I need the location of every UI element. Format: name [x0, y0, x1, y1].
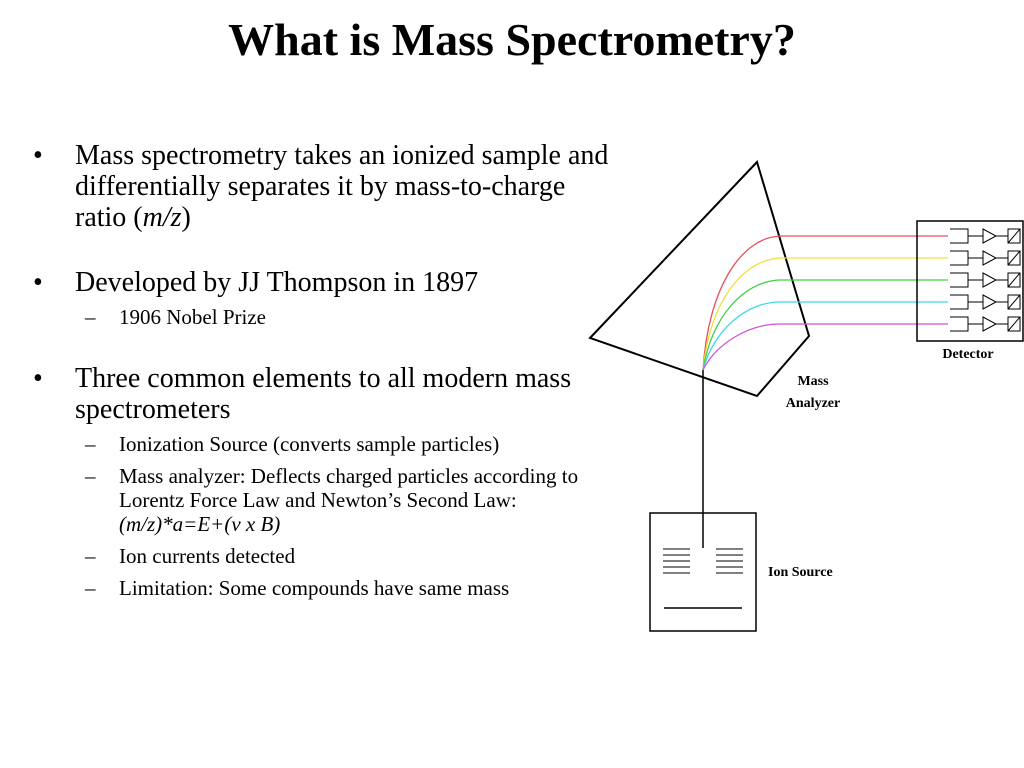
- sub-text: 1906 Nobel Prize: [119, 305, 266, 329]
- sub-marker: –: [85, 432, 96, 456]
- sub-text: Mass analyzer: Deflects charged particles according to Lorentz Force Law and Newton’s Second Law:: [119, 464, 579, 512]
- bullet-marker: •: [33, 267, 43, 298]
- sub-item: [75, 544, 613, 568]
- sub-list: [75, 432, 613, 600]
- beam-path: [703, 280, 948, 370]
- bullet-text: Three common elements to all modern mass spectrometers: [75, 363, 572, 425]
- bullet-text-italic: m/z: [142, 202, 182, 233]
- sub-text: Limitation: Some compounds have same mass: [119, 576, 510, 600]
- bullet-item: [33, 267, 613, 329]
- detector-cell: [950, 295, 1020, 309]
- detector-cell: [950, 317, 1020, 331]
- bullet-list: [33, 140, 613, 634]
- bullet-marker: •: [33, 363, 43, 394]
- bullet-marker: •: [33, 140, 43, 171]
- bullet-text: Developed by JJ Thompson in 1897: [75, 267, 479, 298]
- sub-text: Ion currents detected: [119, 544, 296, 568]
- bullet-item: [33, 140, 613, 233]
- sub-item: [75, 464, 613, 536]
- detector-cell: [950, 273, 1020, 287]
- slide-title: What is Mass Spectrometry?: [228, 14, 796, 65]
- beam-path: [703, 258, 948, 370]
- bullet-text-end: ): [181, 202, 191, 233]
- mass-analyzer-label-line1: Mass: [797, 374, 829, 389]
- equation-text: (m/z)*a=E+(v x B): [119, 512, 281, 536]
- ion-source-plates: [663, 549, 743, 608]
- detector-cell: [950, 229, 1020, 243]
- sub-marker: –: [85, 305, 96, 329]
- mass-analyzer-shape: [590, 162, 809, 396]
- sub-item: [75, 432, 613, 456]
- sub-text: Ionization Source (converts sample particles): [119, 432, 500, 456]
- mass-analyzer-label-line2: Analyzer: [785, 396, 841, 411]
- sub-marker: –: [85, 544, 96, 568]
- deflected-beams: [703, 236, 948, 370]
- bullet-text: Mass spectrometry takes an ionized sample and differentially separates it by mass-to-charge ratio (: [75, 140, 609, 233]
- sub-item: [75, 305, 613, 329]
- mass-spectrometer-diagram: [580, 140, 1024, 640]
- detector-label: Detector: [942, 347, 994, 362]
- sub-item: [75, 576, 613, 600]
- ion-source-label: Ion Source: [768, 565, 833, 580]
- beam-path: [703, 236, 948, 370]
- detector-box: [917, 221, 1023, 341]
- detector-elements: [950, 229, 1020, 331]
- beam-path: [703, 302, 948, 370]
- bullet-item: [33, 363, 613, 600]
- sub-list: [75, 305, 613, 329]
- sub-marker: –: [85, 464, 96, 488]
- detector-cell: [950, 251, 1020, 265]
- beam-path: [703, 324, 948, 370]
- sub-marker: –: [85, 576, 96, 600]
